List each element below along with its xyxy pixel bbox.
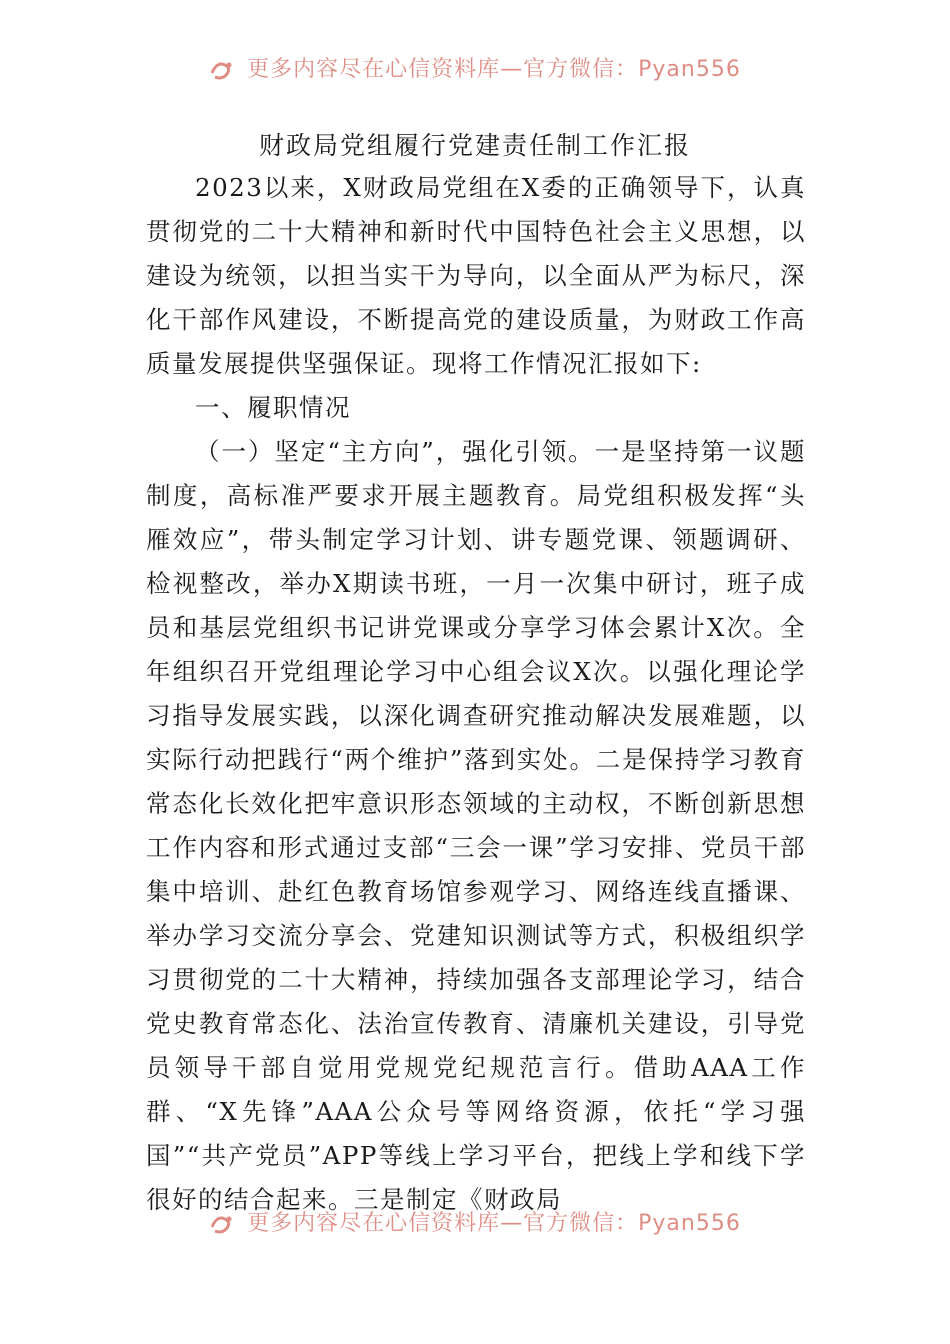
brand-logo-icon: [209, 59, 235, 81]
document-title: 财政局党组履行党建责任制工作汇报: [258, 131, 691, 160]
brand-logo-icon: [209, 1213, 235, 1235]
intro-paragraph: 2023以来，X财政局党组在X委的正确领导下，认真贯彻党的二十大精神和新时代中国特色社会主义思想，以建设为统领，以担当实干为导向，以全面从严为标尺，深化干部作风建设，不断提高党的建设质量，为财政工作高质量发展提供坚强保证。现将工作情况汇报如下:: [146, 173, 806, 378]
section-heading: 一、履职情况: [195, 393, 351, 422]
footer-watermark: [0, 1206, 950, 1237]
header-watermark: [0, 52, 950, 83]
header-watermark-text: 更多内容尽在心信资料库—官方微信：Pyan556: [247, 57, 741, 82]
footer-watermark-text: 更多内容尽在心信资料库—官方微信：Pyan556: [247, 1211, 741, 1236]
document-body: [146, 166, 806, 1222]
body-paragraph: （一）坚定“主方向”，强化引领。一是坚持第一议题制度，高标准严要求开展主题教育。局党组积极发挥“头雁效应”，带头制定学习计划、讲专题党课、领题调研、检视整改，举办X期读书班，一月一次集中研讨，班子成员和基层党组织书记讲党课或分享学习体会累计X次。全年组织召开党组理论学习中心组会议X次。以强化理论学习指导发展实践，以深化调查研究推动解决发展难题，以实际行动把践行“两个维护”落到实处。二是保持学习教育常态化长效化把牢意识形态领域的主动权，不断创新思想工作内容和形式通过支部“三会一课”学习安排、党员干部集中培训、赴红色教育场馆参观学习、网络连线直播课、举办学习交流分享会、党建知识测试等方式，积极组织学习贯彻党的二十大精神，持续加强各支部理论学习，结合党史教育常态化、法治宣传教育、清廉机关建设，引导党员领导干部自觉用党规党纪规范言行。借助AAA工作群、“X先锋”AAA公众号等网络资源，依托“学习强国”“共产党员”APP等线上学习平台，把线上学和线下学很好的结合起来。三是制定《财政局: [146, 437, 806, 1214]
